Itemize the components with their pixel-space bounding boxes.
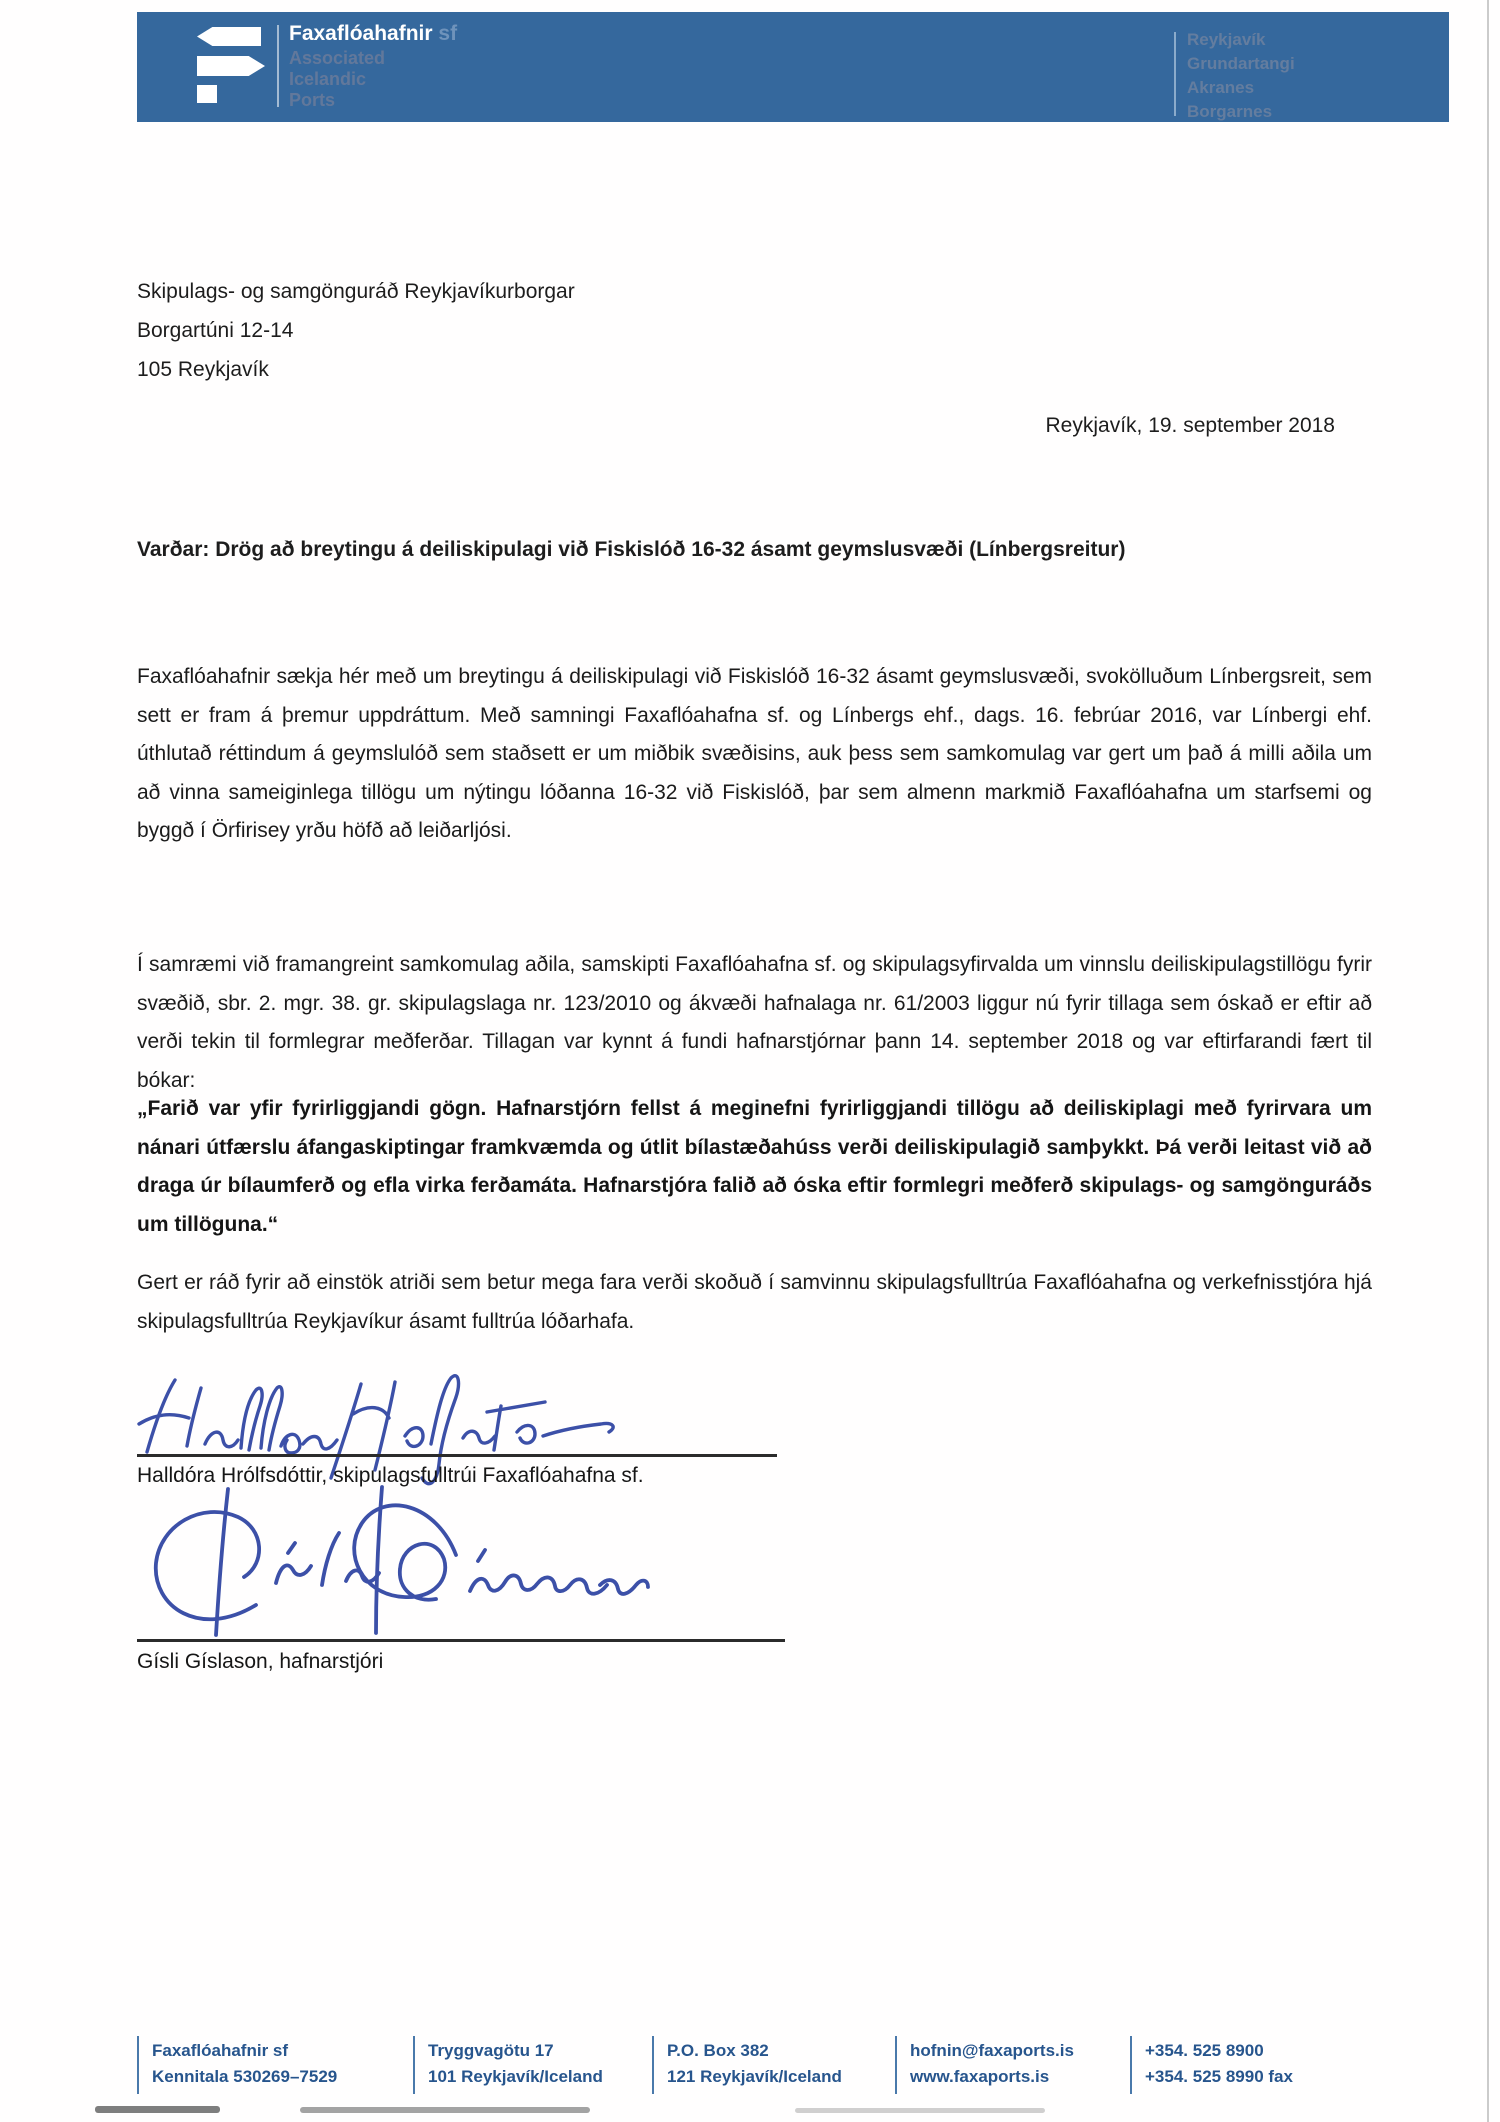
org-name-text: Faxaflóahafnir [289,22,433,45]
footer-line-fax: +354. 525 8990 fax [1145,2067,1293,2086]
logo-arrow-left-icon [197,27,261,46]
signature-line [137,1639,785,1642]
signature-printed-name-1: Halldóra Hrólfsdóttir, skipulagsfulltrúi Faxaflóahafna sf. [137,1464,644,1487]
footer-line-phone: +354. 525 8900 [1145,2041,1264,2060]
subject-line [137,538,1372,562]
org-descriptor-line: Icelandic [289,69,367,89]
org-descriptor-line: Ports [289,90,336,110]
subject-text: Drög að breytingu á deiliskipulagi við Fiskislóð 16-32 ásamt geymslusvæði (Línbergsreitur) [209,538,1126,561]
footer-line: Kennitala 530269–7529 [152,2067,338,2086]
body-paragraph-quote: „Farið var yfir fyrirliggjandi gögn. Hafnarstjórn fellst á meginefni fyrirliggjandi tillögu að deiliskiplagi með fyrirvara um nánari útfærslu áfangaskiptingar framkvæmda og útlit bílastæðahúss verði deiliskipulagið samþykkt. Þá verði leitast við að draga úr bílaumferð og efla virka ferðamáta. Hafnarstjóra falið að óska eftir formlegri meðferð skipulags- og samgönguráðs um tillöguna.“ [137,1097,1372,1236]
footer-line: 101 Reykjavík/Iceland [428,2067,603,2086]
footer-line: Tryggvagötu 17 [428,2041,554,2060]
faxafloahafnir-logo-icon [197,25,267,109]
logo-square-icon [197,85,217,103]
footer-line-website: www.faxaports.is [910,2067,1050,2086]
body-paragraph-1: Faxaflóahafnir sækja hér með um breytingu á deiliskipulagi við Fiskislóð 16-32 ásamt geymslusvæði, svokölluðum Línbergsreit, sem sett er fram á þremur uppdráttum. Með samningi Faxaflóahafna sf. og Línbergs ehf., dags. 16. febrúar 2016, var Línbergi ehf. úthlutað réttindum á geymslulóð sem staðsett er um miðbik svæðisins, auk þess sem samkomulag var gert um það á milli aðila um að vinna sameiginlega tillögu um nýtingu lóðanna 16-32 við Fiskislóð, þar sem almenn markmið Faxaflóahafna um starfsemi og byggð í Örfirisey yrðu höfð að leiðarljósi. [137,665,1372,842]
recipient-line: 105 Reykjavík [137,358,269,381]
location-item: Borgarnes [1187,102,1273,121]
body-paragraph-2: Í samræmi við framangreint samkomulag aðila, samskipti Faxaflóahafna sf. og skipulagsyfirvalda um vinnslu deiliskipulagstillögu fyrir svæðið, sbr. 2. mgr. 38. gr. skipulagslaga nr. 123/2010 og ákvæði hafnalaga nr. 61/2003 liggur nú fyrir tillaga sem óskað er eftir að verði tekin til formlegrar meðferðar. Tillagan var kynnt á fundi hafnarstjórnar þann 14. september 2018 og var eftirfarandi fært til bókar: [137,953,1372,1092]
location-item: Akranes [1187,78,1255,97]
footer-column-pobox [652,2036,842,2094]
body-paragraph-3: Gert er ráð fyrir að einstök atriði sem betur mega fara verði skoðuð í samvinnu skipulagsfulltrúa Faxaflóahafna og verkefnisstjóra hjá skipulagsfulltrúa Reykjavíkur ásamt fulltrúa lóðarhafa. [137,1271,1372,1333]
location-item: Grundartangi [1187,54,1295,73]
signature-printed-name-2: Gísli Gíslason, hafnarstjóri [137,1650,384,1673]
scan-smudge [300,2107,590,2113]
footer-line: 121 Reykjavík/Iceland [667,2067,842,2086]
footer-column-street [413,2036,603,2094]
org-name [289,22,457,46]
scan-edge-line [1487,0,1489,2122]
org-suffix: sf [438,22,458,45]
footer-line-email: hofnin@faxaports.is [910,2041,1074,2060]
recipient-block [137,272,575,389]
org-descriptor [289,48,385,111]
handwritten-signature-gisli [130,1483,820,1651]
scan-smudge [795,2108,1045,2113]
location-list [1187,28,1295,124]
footer-column-company [137,2036,337,2094]
footer-line: Faxaflóahafnir sf [152,2041,289,2060]
logo-arrow-right-icon [197,56,265,76]
location-list-divider [1174,32,1176,116]
footer-column-web [895,2036,1074,2094]
header-banner [137,12,1449,122]
scan-smudge [95,2106,220,2113]
footer-column-phone [1130,2036,1293,2094]
footer-line: P.O. Box 382 [667,2041,769,2060]
recipient-line: Borgartúni 12-14 [137,319,294,342]
location-item: Reykjavík [1187,30,1266,49]
logo-divider [277,25,279,107]
subject-label: Varðar: [137,538,210,561]
recipient-line: Skipulags- og samgönguráð Reykjavíkurborgar [137,280,575,303]
signature-line [137,1454,777,1457]
org-descriptor-line: Associated [289,48,386,68]
date-line: Reykjavík, 19. september 2018 [1045,414,1335,437]
